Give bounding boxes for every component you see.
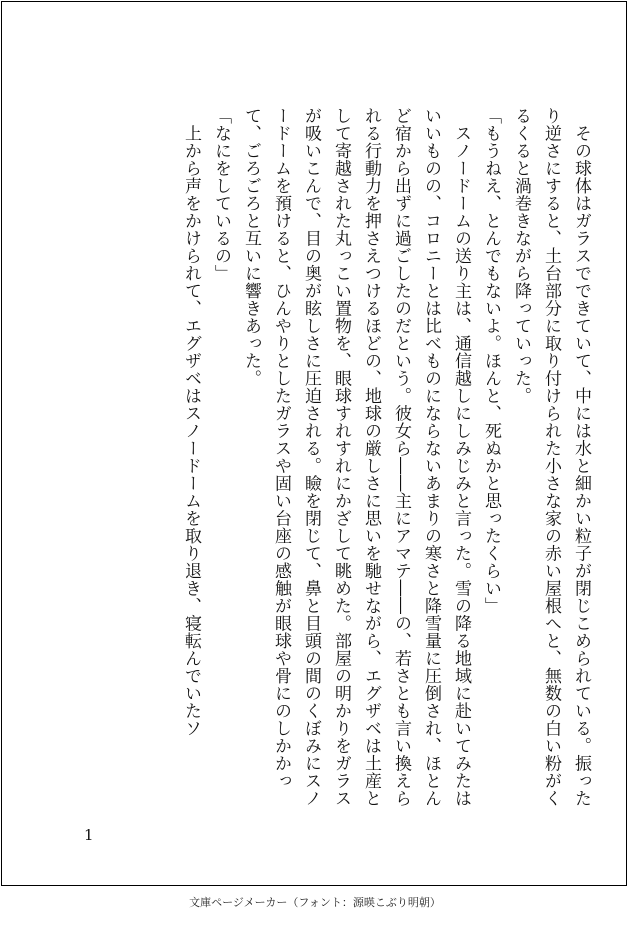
footer-credit: 文庫ページメーカー（フォント：源暎こぶり明朝） <box>189 896 441 909</box>
paragraph-3: スノードームの送り主は、通信越しにしみじみと言った。雪の降る地域に赴いてみたはいいものの、コロニーとは比べものにならないあまりの寒さと降雪量に圧倒され、ほとんど宿から出ずに過ごしたのだという。彼女ら――主にアマテ――の、若さとも言い換えられる行動力を押さえつけるほどの、地球の厳しさに思いを馳せながら、エグザベは土産として寄越された丸っこい置物を、眼球すれすれにかざして眺めた。部屋の明かりをガラスが吸いこんで、目の奥が眩しさに圧迫される。瞼を閉じて、鼻と目頭の間のくぼみにスノードームを預けると、ひんやりとしたガラスや固い台座の感触が眼球や骨にのしかかって、ごろごろと互いに響きあった。 <box>241 107 471 807</box>
paragraph-2: 「もうねえ、とんでもないよ。ほんと、死ぬかと思ったくらい」 <box>481 107 501 615</box>
vertical-body-text <box>176 107 596 807</box>
paragraph-1: その球体はガラスでできていて、中には水と細かい粒子が閉じこめられている。振ったり逆さにすると、土台部分に取り付けられた小さな家の赤い屋根へと、無数の白い粉がくるくると渦巻きながら降っていった。 <box>511 107 591 807</box>
paragraph-4: 「なにをしているの」 <box>211 107 231 282</box>
page-number: 1 <box>84 826 94 844</box>
page-frame <box>1 1 627 886</box>
paragraph-5: 上から声をかけられて、エグザベはスノードームを取り退き、寝転んでいたソ <box>181 107 201 737</box>
